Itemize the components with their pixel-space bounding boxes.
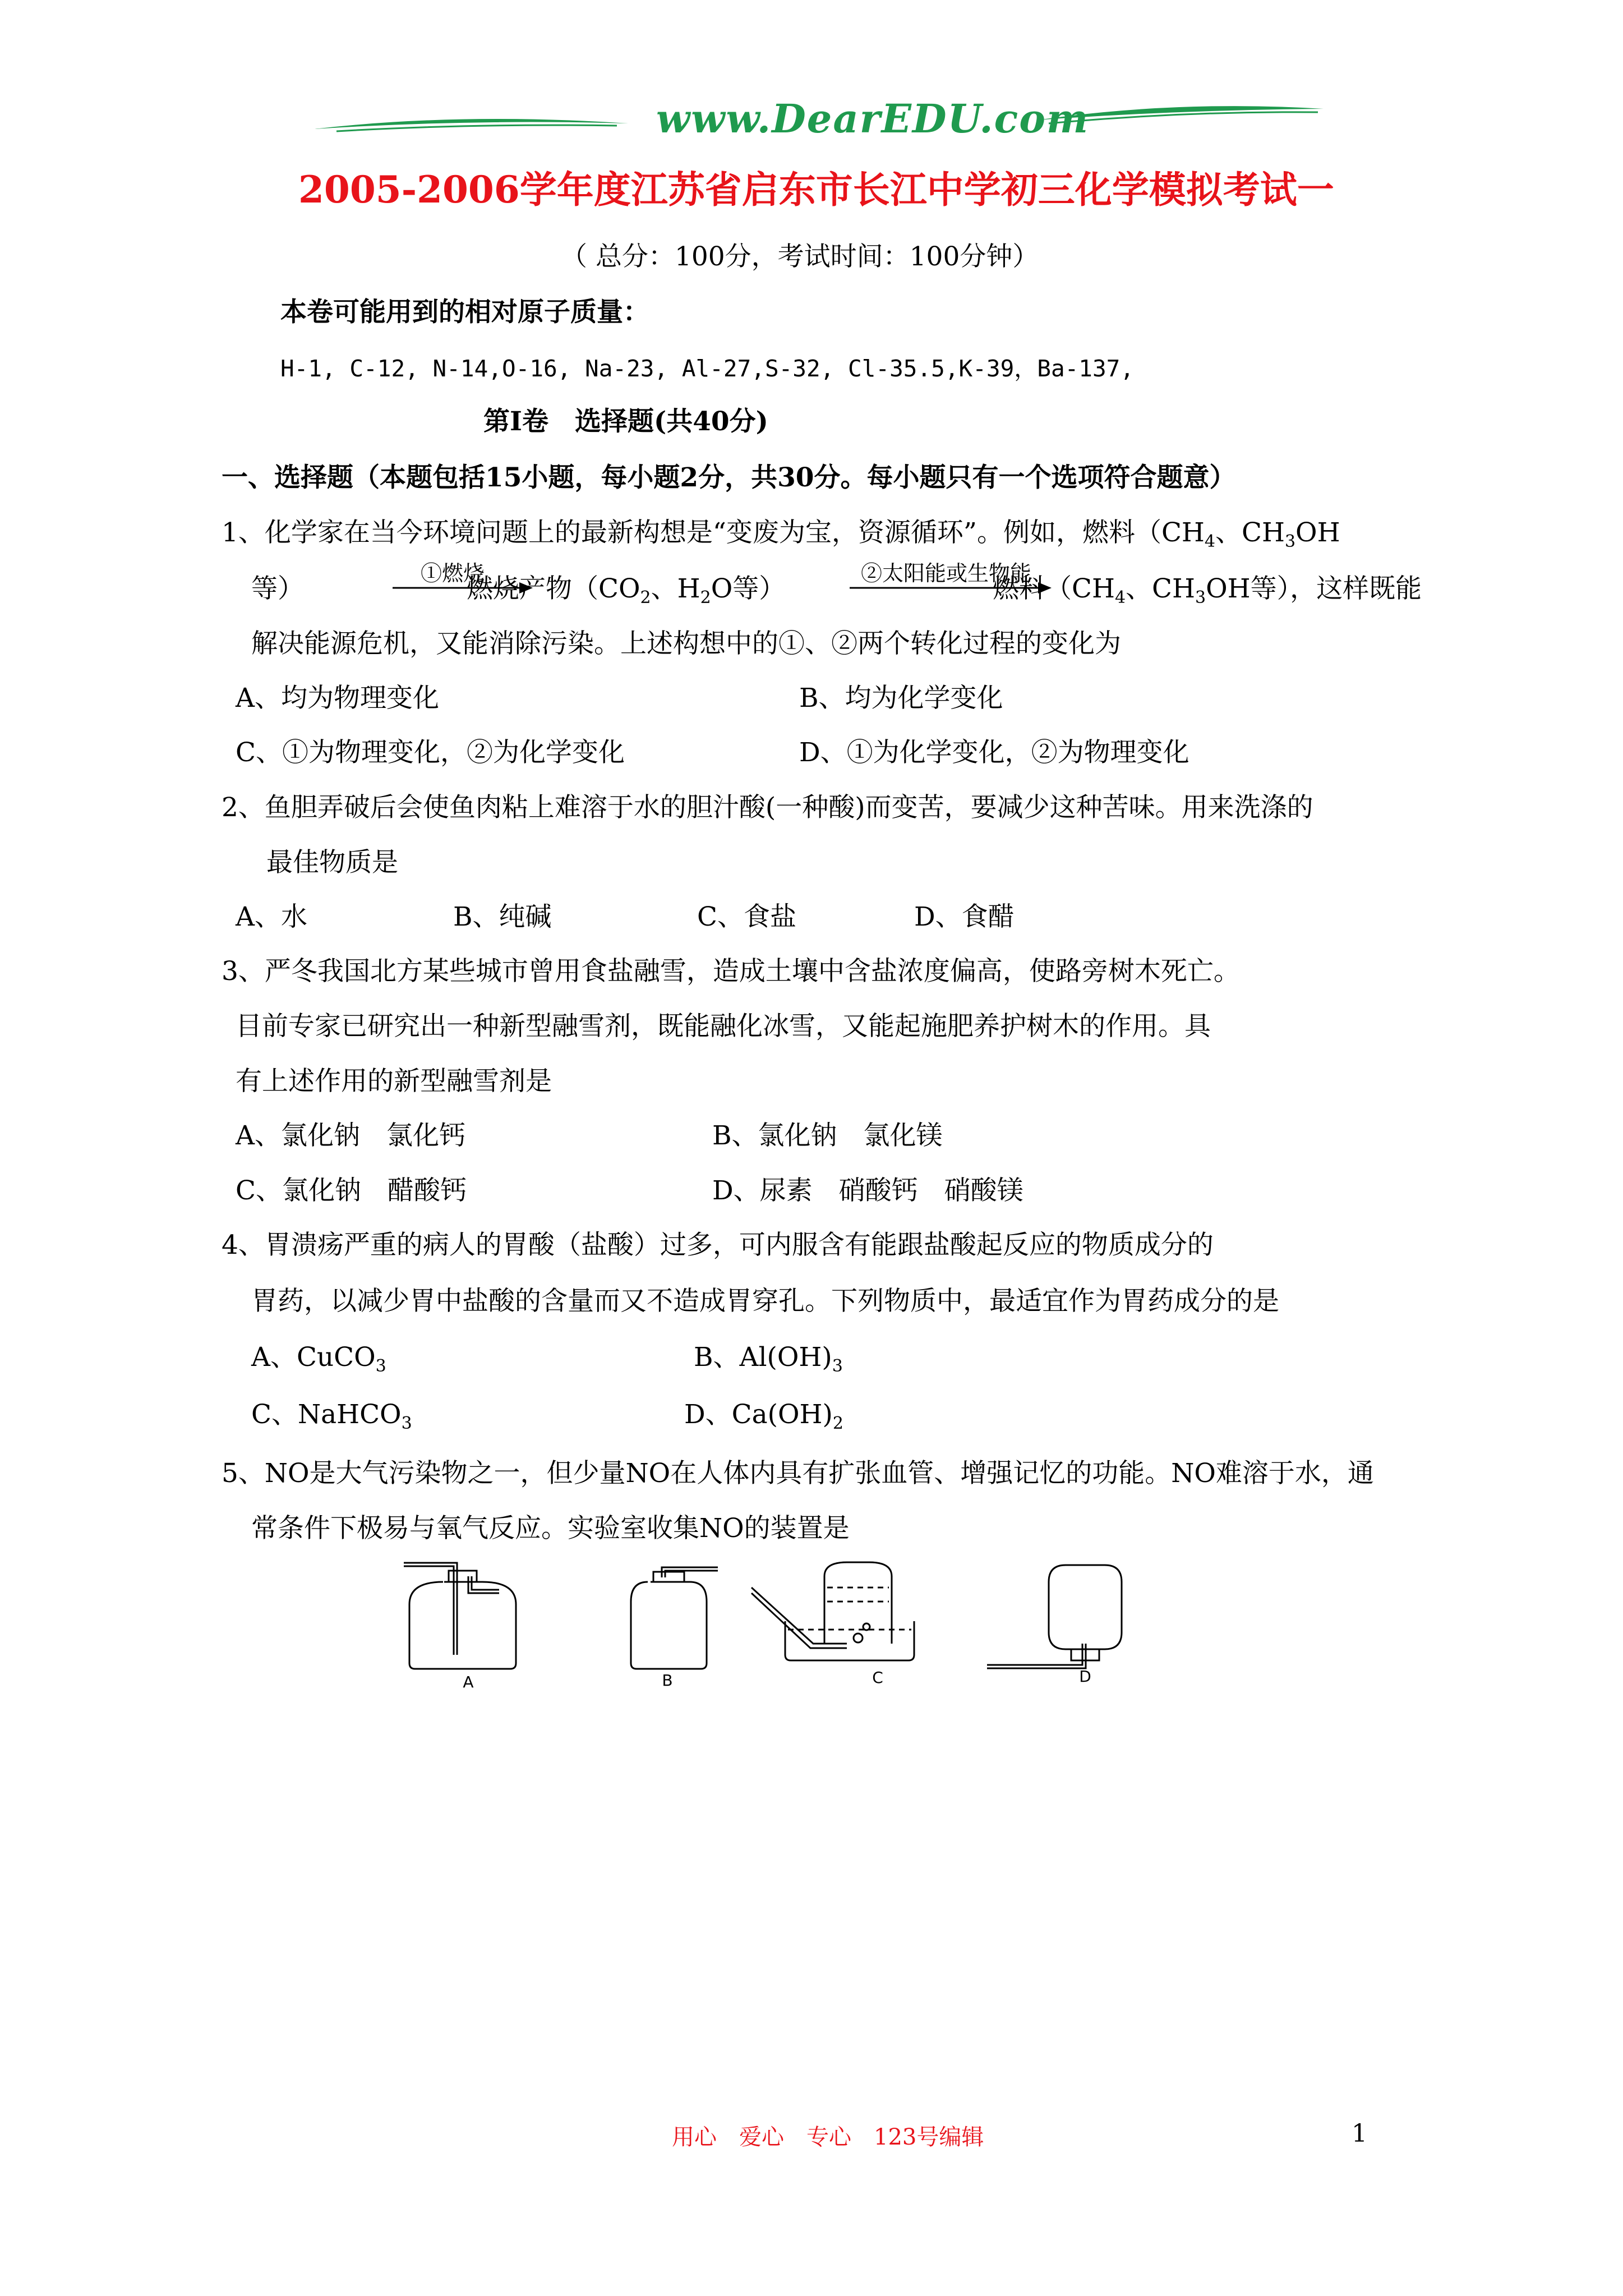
atomic-mass-values: H-1, C-12, N-14,O-16, Na-23, Al-27,S-32, Cl-35.5,K-39，Ba-137, — [280, 355, 1135, 382]
q2-option-d: D、食醋 — [914, 901, 1015, 932]
score-time: （ 总分：100分，考试时间：100分钟） — [561, 241, 1039, 272]
q3-option-d: D、尿素 硝酸钙 硝酸镁 — [712, 1175, 1023, 1206]
q4-option-d: D、$Ca(OH)_2$ — [684, 1399, 843, 1433]
q4-option-c: C、NaHCO$_3$ — [251, 1399, 412, 1433]
q4-option-b: B、$Al(OH)_3$ — [694, 1342, 843, 1376]
page-title: 2005-2006学年度江苏省启东市长江中学初三化学模拟考试一 — [298, 168, 1334, 211]
q1-line2-middle: 燃烧产物（$CO_2$、$H_2O$等） — [467, 573, 786, 608]
q3-option-b: B、氯化钠 氯化镁 — [712, 1120, 943, 1151]
q1-option-a: A、均为物理变化 — [236, 683, 439, 714]
section-heading: 一、选择题（本题包括15小题，每小题2分，共30分。每小题只有一个选项符合题意） — [222, 462, 1236, 493]
q1-line1: 1、化学家在当今环境问题上的最新构想是“变废为宝，资源循环”。例如，燃料（$CH_4$、$CH_3OH$ — [222, 517, 1340, 551]
q3-option-c: C、氯化钠 醋酸钙 — [236, 1175, 467, 1206]
q1-line2: 等） — [251, 573, 304, 604]
footer-text: 用心 爱心 专心 123号编辑 — [672, 2124, 984, 2150]
gas-collection-apparatus-figure — [404, 1559, 1211, 1688]
page-number: 1 — [1352, 2119, 1367, 2148]
q2-option-c: C、食盐 — [697, 901, 796, 932]
q3-line1: 3、严冬我国北方某些城市曾用食盐融雪，造成土壤中含盐浓度偏高，使路旁树木死亡。 — [222, 956, 1240, 987]
q4-line1: 4、胃溃疡严重的病人的胃酸（盐酸）过多，可内服含有能跟盐酸起反应的物质成分的 — [222, 1230, 1214, 1260]
q1-line3: 解决能源危机，又能消除污染。上述构想中的①、②两个转化过程的变化为 — [251, 628, 1121, 659]
apparatus-label-c: C — [872, 1668, 883, 1687]
apparatus-b — [631, 1567, 718, 1669]
volume-title: 第Ⅰ卷 选择题(共40分) — [483, 406, 768, 437]
q5-line1: 5、NO是大气污染物之一，但少量NO在人体内具有扩张血管、增强记忆的功能。NO难溶于水，通 — [222, 1458, 1374, 1489]
q4-option-a: A、CuCO$_3$ — [251, 1342, 386, 1376]
q2-option-a: A、水 — [236, 901, 307, 932]
q1-option-d: D、①为化学变化，②为物理变化 — [799, 737, 1189, 768]
q2-line1: 2、鱼胆弄破后会使鱼肉粘上难溶于水的胆汁酸(一种酸)而变苦，要减少这种苦味。用来洗涤的 — [222, 792, 1313, 823]
q1-line2-end: 燃料（$CH_4$、$CH_3OH$等），这样既能 — [993, 573, 1422, 608]
header-logo — [314, 95, 1324, 157]
q2-line2: 最佳物质是 — [266, 847, 398, 878]
arrow1-label: ①燃烧 — [421, 561, 485, 586]
q1-option-c: C、①为物理变化，②为化学变化 — [236, 737, 625, 768]
atomic-mass-heading: 本卷可能用到的相对原子质量： — [280, 297, 649, 328]
apparatus-d — [987, 1565, 1122, 1668]
q2-option-b: B、纯碱 — [453, 901, 552, 932]
apparatus-c — [751, 1562, 914, 1660]
q3-option-a: A、氯化钠 氯化钙 — [236, 1120, 465, 1151]
apparatus-label-d: D — [1079, 1667, 1091, 1686]
logo-text: www.DearEDU.com — [656, 95, 1090, 142]
apparatus-label-a: A — [463, 1673, 474, 1688]
q3-line3: 有上述作用的新型融雪剂是 — [236, 1066, 552, 1097]
q1-option-b: B、均为化学变化 — [799, 683, 1003, 714]
q5-line2: 常条件下极易与氧气反应。实验室收集NO的装置是 — [251, 1513, 850, 1544]
arrow2-label: ②太阳能或生物能 — [861, 561, 1032, 586]
logo-swoosh-right — [1038, 102, 1324, 136]
q3-line2: 目前专家已研究出一种新型融雪剂，既能融化冰雪，又能起施肥养护树木的作用。具 — [236, 1011, 1211, 1042]
apparatus-a — [404, 1563, 516, 1669]
apparatus-label-b: B — [662, 1671, 673, 1688]
q4-line2: 胃药，以减少胃中盐酸的含量而又不造成胃穿孔。下列物质中，最适宜作为胃药成分的是 — [251, 1286, 1279, 1317]
logo-swoosh-left — [314, 107, 628, 140]
